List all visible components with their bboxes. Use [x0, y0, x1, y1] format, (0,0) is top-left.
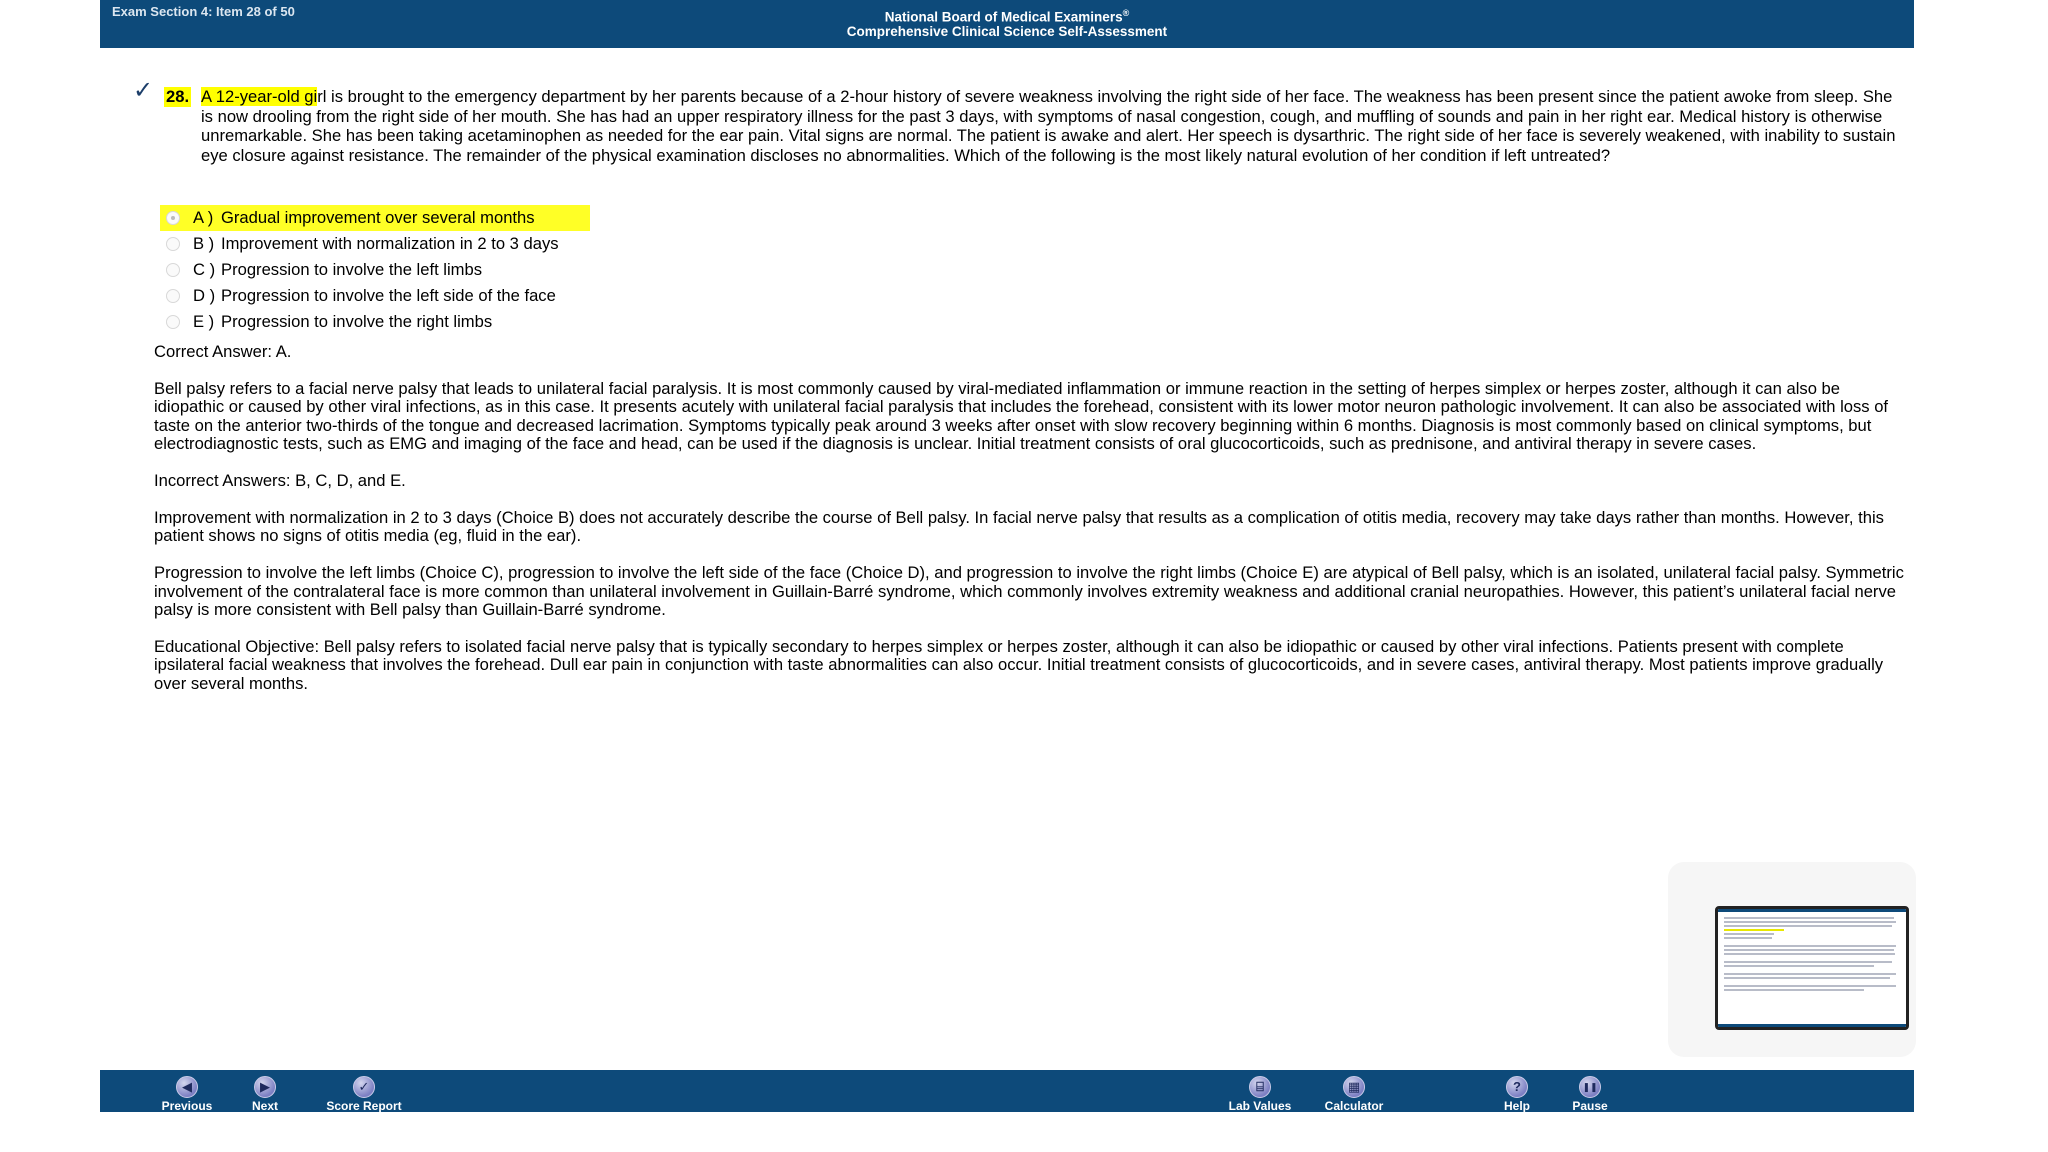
lab-values-icon: ⌸ [1249, 1076, 1271, 1098]
answer-option-c[interactable] [160, 257, 590, 283]
score-report-label: Score Report [326, 1099, 402, 1112]
previous-icon: ◀ [176, 1076, 198, 1098]
correct-answer-line: Correct Answer: A. [154, 342, 292, 361]
exam-header [100, 0, 1914, 48]
question-text[interactable] [201, 87, 1904, 166]
answer-explanation [154, 343, 1914, 712]
thumbnail-line [1724, 985, 1896, 987]
question-number: 28. [166, 87, 190, 106]
thumbnail-line [1724, 949, 1894, 951]
lab-values-label: Lab Values [1228, 1099, 1292, 1112]
radio-e[interactable] [166, 315, 180, 329]
option-letter: A ) [193, 208, 214, 227]
page-preview-thumbnail[interactable] [1715, 906, 1909, 1030]
thumbnail-line [1724, 945, 1896, 947]
answer-option-b[interactable] [160, 231, 590, 257]
lab-values-button[interactable] [1215, 1076, 1305, 1112]
answer-options [160, 205, 590, 335]
option-text: Improvement with normalization in 2 to 3 days [221, 234, 559, 253]
thumbnail-footer-bar [1718, 1024, 1906, 1027]
thumbnail-line [1724, 921, 1896, 923]
option-letter: E ) [193, 312, 215, 331]
thumbnail-line [1724, 977, 1890, 979]
option-text: Progression to involve the left limbs [221, 260, 483, 279]
thumbnail-line [1724, 937, 1772, 939]
thumbnail-header-bar [1718, 909, 1906, 912]
exam-title: Comprehensive Clinical Science Self-Assessment [846, 23, 1168, 39]
highlighted-text[interactable]: A 12-year-old gi [201, 87, 318, 106]
option-text: Gradual improvement over several months [221, 208, 535, 227]
radio-a[interactable] [166, 211, 180, 225]
thumbnail-line [1724, 933, 1774, 935]
incorrect-answers-line: Incorrect Answers: B, C, D, and E. [154, 471, 406, 491]
answer-option-a[interactable] [160, 205, 590, 231]
option-letter: C ) [193, 260, 216, 279]
explanation-paragraph-1: Bell palsy refers to a facial nerve palsy that leads to unilateral facial paralysis. It is most commonly caused by viral-mediated inflammation or immune reaction in the setting of herpes simplex or herpes zoster, although it can also be idiopathic or caused by other viral infections, as in this case. It presents acutely with unilateral facial paralysis that includes the forehead, consistent with its lower motor neuron pathologic involvement. It can also be associated with loss of taste on the anterior two-thirds of the tongue and decreased lacrimation. Symptoms typically peak around 3 weeks after onset with slow recovery beginning within 6 months. Diagnosis is most commonly based on clinical symptoms, but electrodiagnostic tests, such as EMG and imaging of the face and head, can be used if the diagnosis is unclear. Initial treatment consists of oral glucocorticoids, such as prednisone, and antiviral therapy in severe cases. [154, 378, 1889, 454]
score-report-button[interactable] [319, 1076, 409, 1112]
option-text: Progression to involve the left side of the face [221, 286, 556, 305]
answer-option-d[interactable] [160, 283, 590, 309]
previous-label: Previous [161, 1099, 213, 1112]
thumbnail-line [1724, 989, 1864, 991]
educational-objective: Educational Objective: Bell palsy refers to isolated facial nerve palsy that is typically secondary to herpes simplex or herpes zoster, although it can also be idiopathic or caused by other viral infections. Patients present with complete ipsilateral facial weakness that involves the forehead. Dull ear pain in conjunction with taste abnormalities can also occur. Initial treatment consists of glucocorticoids, and in severe cases, antiviral therapy. Most patients improve gradually over several months. [154, 636, 1884, 693]
radio-c[interactable] [166, 263, 180, 277]
next-icon: ▶ [254, 1076, 276, 1098]
thumbnail-line [1724, 961, 1892, 963]
previous-button[interactable] [142, 1076, 232, 1112]
thumbnail-line [1724, 973, 1896, 975]
navigation-toolbar [100, 1070, 1914, 1112]
registered-mark: ® [1122, 8, 1130, 18]
answer-option-e[interactable] [160, 309, 590, 335]
thumbnail-line [1724, 929, 1784, 931]
option-letter: B ) [193, 234, 215, 253]
radio-b[interactable] [166, 237, 180, 251]
option-text: Progression to involve the right limbs [221, 312, 493, 331]
question-stem[interactable] [164, 87, 1904, 166]
explanation-paragraph-3: Progression to involve the left limbs (Choice C), progression to involve the left side of the face (Choice D), and progression to involve the right limbs (Choice E) are atypical of Bell palsy, which is an isolated, unilateral facial palsy. Symmetric involvement of the contralateral face is more common than unilateral involvement in Guillain-Barré syndrome, which commonly involves extremity weakness and additional cranial neuropathies. However, this patient’s unilateral facial nerve palsy is more consistent with Bell palsy than Guillain-Barré syndrome. [154, 563, 1904, 620]
calculator-icon: ▦ [1343, 1076, 1365, 1098]
answered-check-icon: ✓ [133, 77, 154, 104]
calculator-button[interactable] [1309, 1076, 1399, 1112]
question-body: rl is brought to the emergency department by her parents because of a 2-hour history of severe weakness involving the right side of her face. The weakness has been present since the patient awoke from sleep. She is now drooling from the right side of her mouth. She has had an upper respiratory illness for the past 3 days, with symptoms of nasal congestion, cough, and muffling of sounds and pain in her right ear. Medical history is otherwise unremarkable. She has been taking acetaminophen as needed for the ear pain. Vital signs are normal. The patient is awake and alert. Her speech is dysarthric. The right side of her face is severely weakened, with inability to sustain eye closure against resistance. The remainder of the physical examination discloses no abnormalities. Which of the following is the most likely natural evolution of her condition if left untreated? [201, 87, 1896, 166]
exam-title-block [100, 6, 1914, 39]
help-label: Help [1503, 1099, 1530, 1112]
org-name: National Board of Medical Examiners [884, 9, 1123, 25]
calculator-label: Calculator [1324, 1099, 1384, 1112]
thumbnail-line [1724, 965, 1874, 967]
next-label: Next [251, 1099, 278, 1112]
thumbnail-line [1724, 917, 1894, 919]
pause-label: Pause [1572, 1099, 1608, 1112]
explanation-paragraph-2: Improvement with normalization in 2 to 3 days (Choice B) does not accurately describe the course of Bell palsy. In facial nerve palsy that results as a complication of otitis media, recovery may take days rather than months. However, this patient shows no signs of otitis media (eg, fluid in the ear). [154, 507, 1884, 546]
score-report-icon: ✓ [353, 1076, 375, 1098]
thumbnail-line [1724, 925, 1892, 927]
help-icon: ? [1506, 1076, 1528, 1098]
radio-d[interactable] [166, 289, 180, 303]
pause-button[interactable] [1545, 1076, 1635, 1112]
exam-section-label: Exam Section 4: Item 28 of 50 [112, 4, 295, 19]
option-letter: D ) [193, 286, 216, 305]
next-button[interactable] [220, 1076, 310, 1112]
pause-icon: ❚❚ [1579, 1076, 1601, 1098]
thumbnail-line [1724, 953, 1895, 955]
